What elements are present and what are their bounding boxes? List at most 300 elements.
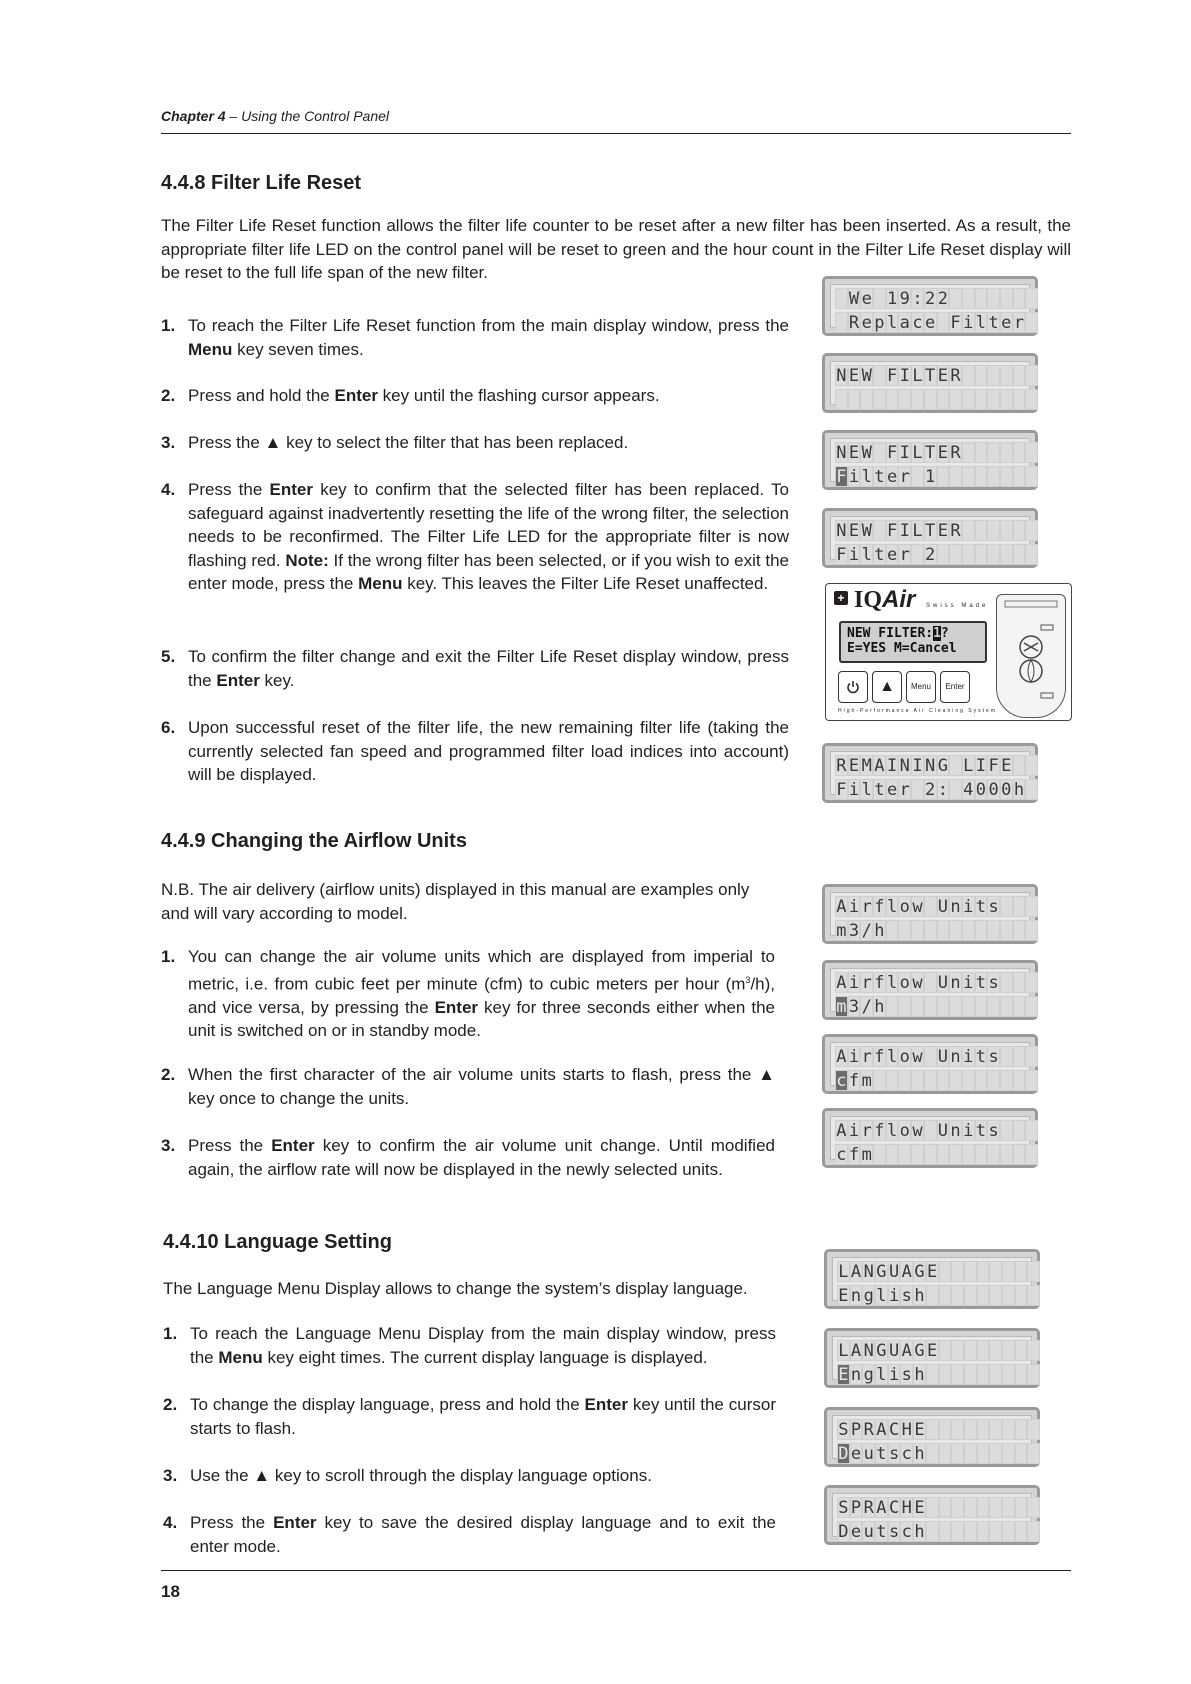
lcd-cell bbox=[987, 996, 1000, 1017]
lcd-cell bbox=[1025, 312, 1038, 333]
lcd-cell: M bbox=[861, 756, 872, 776]
lcd-cell bbox=[939, 1419, 952, 1440]
lcd-cell bbox=[1000, 389, 1013, 410]
lcd-cell: o bbox=[899, 1047, 910, 1067]
lcd-cell bbox=[937, 389, 950, 410]
lcd-cell: r bbox=[861, 1047, 872, 1067]
lcd-cell: h bbox=[874, 921, 885, 941]
lcd-cell bbox=[924, 920, 937, 941]
lcd-row bbox=[835, 996, 1038, 1018]
lcd-cell bbox=[1015, 1443, 1028, 1464]
lcd-cell bbox=[987, 365, 1000, 386]
lcd-cell: i bbox=[963, 897, 974, 917]
lcd-cell: I bbox=[899, 366, 910, 386]
lcd-cell bbox=[949, 466, 962, 487]
lcd-cell: r bbox=[1013, 313, 1025, 333]
lcd-row bbox=[835, 544, 1038, 566]
lcd-cell bbox=[898, 389, 911, 410]
lcd-cell: t bbox=[874, 467, 885, 487]
lcd-cell bbox=[989, 1497, 1002, 1518]
step-text: You can change the air volume units which are displayed from imperial to metric, i.e. from cubic feet per minute (cfm) to cubic meters per hour $(m^3/h)$, and vice versa, by pressing the Enter key for three seconds either when the unit is switched on or in standby mode. bbox=[188, 947, 775, 1041]
lcd-cell bbox=[951, 1261, 964, 1282]
lcd-cell: L bbox=[912, 366, 923, 386]
lcd-cell: U bbox=[888, 1262, 900, 1282]
lcd-display bbox=[824, 1407, 1040, 1467]
lcd-cell: F bbox=[836, 780, 847, 800]
lcd-cell bbox=[911, 920, 924, 941]
lcd-cell bbox=[951, 1419, 964, 1440]
lcd-cell bbox=[835, 312, 848, 333]
lcd-display bbox=[822, 430, 1038, 490]
lcd-cell: F bbox=[886, 443, 898, 463]
lcd-cell bbox=[886, 996, 899, 1017]
lcd-cell: A bbox=[836, 1047, 847, 1067]
lcd-cell bbox=[835, 288, 848, 309]
lcd-cell: U bbox=[937, 973, 948, 993]
lcd-cell bbox=[1025, 972, 1038, 993]
lcd-row bbox=[835, 972, 1038, 994]
lcd-cell bbox=[860, 389, 873, 410]
lcd-cell: R bbox=[950, 521, 961, 541]
lcd-display bbox=[822, 1108, 1038, 1168]
lcd-cell: o bbox=[899, 1121, 910, 1141]
step-number: 4. bbox=[161, 480, 176, 499]
lcd-cell: e bbox=[850, 1522, 862, 1542]
lcd-row bbox=[837, 1340, 1040, 1362]
lcd-cell bbox=[1002, 1443, 1015, 1464]
lcd-cell: e bbox=[886, 780, 898, 800]
lcd-cell: R bbox=[863, 1498, 874, 1518]
lcd-cell bbox=[1025, 1144, 1038, 1165]
lcd-cell: r bbox=[899, 545, 910, 565]
lcd-cell bbox=[1002, 1521, 1015, 1542]
lcd-cell: S bbox=[838, 1420, 849, 1440]
control-panel-illustration bbox=[825, 583, 1072, 721]
lcd-cell: G bbox=[914, 1341, 925, 1361]
lcd-cell: L bbox=[963, 756, 974, 776]
lcd-cell: 2 bbox=[925, 780, 936, 800]
lcd-cell: l bbox=[886, 313, 898, 333]
lcd-cell: 2 bbox=[937, 289, 948, 309]
step-number: 1. bbox=[163, 1324, 178, 1343]
lcd-cell: I bbox=[899, 521, 910, 541]
lcd-cell: 0 bbox=[975, 780, 987, 800]
lcd-cell bbox=[949, 920, 962, 941]
lcd-cell: m bbox=[861, 1145, 872, 1165]
lcd-cell: F bbox=[836, 467, 847, 487]
lcd-cell bbox=[848, 389, 861, 410]
lcd-row bbox=[837, 1521, 1040, 1543]
lcd-cell: A bbox=[836, 897, 847, 917]
device-screen-line-2: E=YES M=Cancel bbox=[847, 641, 957, 656]
lcd-cell bbox=[962, 288, 975, 309]
lcd-cell bbox=[951, 1340, 964, 1361]
lcd-cell bbox=[1015, 1261, 1028, 1282]
lcd-cell: h bbox=[914, 1522, 925, 1542]
lcd-cell bbox=[975, 996, 988, 1017]
lcd-screen bbox=[830, 1042, 1030, 1091]
lcd-cell bbox=[924, 1070, 937, 1091]
lcd-cell bbox=[937, 1070, 950, 1091]
lcd-cell bbox=[951, 1285, 964, 1306]
lcd-cell: E bbox=[838, 1365, 849, 1385]
lcd-cell bbox=[1000, 1046, 1013, 1067]
lcd-cell: w bbox=[912, 897, 923, 917]
step-text: Upon successful reset of the filter life, the new remaining filter life (taking the currently selected fan speed and programmed filter load indices into account) will be displayed. bbox=[188, 718, 789, 784]
lcd-cell bbox=[1015, 1497, 1028, 1518]
lcd-cell: t bbox=[975, 1047, 987, 1067]
lcd-cell bbox=[1013, 520, 1026, 541]
lcd-cell: n bbox=[950, 1121, 961, 1141]
lcd-cell bbox=[937, 1144, 950, 1165]
lcd-row bbox=[837, 1443, 1040, 1465]
lcd-row bbox=[835, 896, 1038, 918]
lcd-row bbox=[835, 779, 1038, 801]
lcd-cell: G bbox=[876, 1341, 887, 1361]
step-text: To reach the Language Menu Display from the main display window, press the Menu key eight times. The current display language is displayed. bbox=[190, 1324, 776, 1367]
lcd-cell bbox=[1000, 1120, 1013, 1141]
lcd-cell bbox=[1013, 972, 1026, 993]
lcd-cell bbox=[989, 1443, 1002, 1464]
power-button[interactable] bbox=[838, 671, 868, 703]
lcd-cell: L bbox=[838, 1262, 849, 1282]
lcd-cell: i bbox=[848, 545, 860, 565]
lcd-cell: P bbox=[850, 1420, 862, 1440]
lcd-cell bbox=[975, 1070, 988, 1091]
lcd-cell bbox=[937, 466, 950, 487]
lcd-cell: R bbox=[863, 1420, 874, 1440]
lcd-cell: n bbox=[850, 1365, 862, 1385]
lcd-cell bbox=[1025, 544, 1038, 565]
lcd-cell: I bbox=[899, 443, 910, 463]
lcd-cell: r bbox=[861, 897, 872, 917]
lcd-cell bbox=[926, 1419, 939, 1440]
lcd-cell: l bbox=[876, 1365, 887, 1385]
lcd-cell bbox=[1002, 1497, 1015, 1518]
lcd-screen bbox=[830, 751, 1030, 800]
lcd-cell: t bbox=[975, 897, 987, 917]
lcd-cell bbox=[989, 1261, 1002, 1282]
lcd-cell: i bbox=[848, 467, 860, 487]
lcd-cell: A bbox=[850, 1341, 862, 1361]
lcd-cell bbox=[1002, 1261, 1015, 1282]
lcd-cell: s bbox=[988, 973, 999, 993]
lcd-screen bbox=[830, 968, 1030, 1017]
lcd-cell bbox=[987, 544, 1000, 565]
lcd-cell bbox=[989, 1340, 1002, 1361]
lcd-cell: F bbox=[886, 366, 898, 386]
lcd-cell: f bbox=[874, 897, 885, 917]
lcd-cell bbox=[962, 1144, 975, 1165]
lcd-cell: C bbox=[888, 1498, 900, 1518]
lcd-cell: h bbox=[914, 1286, 925, 1306]
lcd-cell: A bbox=[874, 756, 885, 776]
lcd-cell: F bbox=[988, 756, 999, 776]
lcd-cell bbox=[1027, 1285, 1040, 1306]
lcd-cell: n bbox=[950, 973, 961, 993]
lcd-cell: G bbox=[914, 1262, 925, 1282]
lcd-cell bbox=[911, 779, 924, 800]
lcd-cell: E bbox=[848, 756, 860, 776]
lcd-row bbox=[835, 1144, 1038, 1166]
lcd-cell: e bbox=[861, 289, 872, 309]
lcd-cell: A bbox=[876, 1498, 887, 1518]
step-text: To change the display language, press and hold the Enter key until the cursor starts to flash. bbox=[190, 1395, 776, 1438]
lcd-cell bbox=[1025, 1120, 1038, 1141]
section-heading-4-4-9: 4.4.9 Changing the Airflow Units bbox=[161, 830, 467, 852]
lcd-cell bbox=[873, 365, 886, 386]
lcd-cell bbox=[1013, 288, 1026, 309]
lcd-cell bbox=[949, 755, 962, 776]
lcd-cell bbox=[1025, 288, 1038, 309]
lcd-cell bbox=[975, 365, 988, 386]
lcd-screen bbox=[832, 1415, 1032, 1464]
lcd-row bbox=[835, 1070, 1038, 1092]
lcd-cell: / bbox=[861, 921, 872, 941]
lcd-row bbox=[835, 755, 1038, 777]
lcd-cell: N bbox=[899, 756, 910, 776]
lcd-row bbox=[835, 365, 1038, 387]
lcd-cell bbox=[1025, 466, 1038, 487]
lcd-cell: D bbox=[838, 1444, 849, 1464]
step-text: Press the Enter key to confirm that the selected filter has been replaced. To safeguard against inadvertently resetting the life of the wrong filter, the selection needs to be reconfirmed. The Filter Life LED for the appropriate filter is now flashing red. Note: If the wrong filter has been selected, or if you wish to exit the enter mode, press the Menu key. This leaves the Filter Life Reset unaffected. bbox=[188, 480, 789, 593]
lcd-cell bbox=[951, 1443, 964, 1464]
lcd-cell bbox=[1015, 1521, 1028, 1542]
swiss-made-label: Swiss Made bbox=[926, 603, 989, 609]
lcd-cell bbox=[962, 520, 975, 541]
lcd-cell bbox=[1025, 365, 1038, 386]
lcd-cell: R bbox=[836, 756, 847, 776]
lcd-cell bbox=[924, 389, 937, 410]
lcd-row bbox=[837, 1497, 1040, 1519]
lcd-cell: / bbox=[861, 997, 872, 1017]
step-number: 3. bbox=[163, 1466, 178, 1485]
step-text: To confirm the filter change and exit the Filter Life Reset display window, press the Enter key. bbox=[188, 647, 789, 690]
lcd-cell bbox=[886, 1144, 899, 1165]
lcd-cell bbox=[1000, 520, 1013, 541]
lcd-cell: c bbox=[836, 1145, 847, 1165]
lcd-cell: R bbox=[950, 366, 961, 386]
step-text: When the first character of the air volume units starts to flash, press the ▲ key once to change the units. bbox=[188, 1065, 775, 1108]
lcd-cell bbox=[1000, 1070, 1013, 1091]
lcd-screen bbox=[830, 361, 1030, 405]
lcd-display bbox=[822, 884, 1038, 944]
lcd-cell: E bbox=[937, 521, 948, 541]
lcd-cell bbox=[924, 996, 937, 1017]
lcd-cell: t bbox=[975, 1121, 987, 1141]
lcd-cell bbox=[962, 365, 975, 386]
lcd-cell bbox=[951, 1364, 964, 1385]
lcd-cell bbox=[924, 972, 937, 993]
chapter-title: – Using the Control Panel bbox=[229, 108, 390, 124]
lcd-cell: w bbox=[912, 1121, 923, 1141]
lcd-cell: N bbox=[863, 1341, 874, 1361]
lcd-cell: l bbox=[861, 545, 872, 565]
lcd-row bbox=[835, 1046, 1038, 1068]
lcd-cell: h bbox=[1013, 780, 1025, 800]
brand-logo: IQAir bbox=[854, 586, 916, 613]
lcd-row bbox=[837, 1285, 1040, 1307]
lcd-cell bbox=[1013, 389, 1026, 410]
lcd-cell bbox=[873, 288, 886, 309]
lcd-cell bbox=[1013, 544, 1026, 565]
lcd-row bbox=[837, 1261, 1040, 1283]
lcd-cell bbox=[951, 1521, 964, 1542]
lcd-cell: h bbox=[914, 1444, 925, 1464]
lcd-cell: n bbox=[850, 1286, 862, 1306]
lcd-row bbox=[835, 920, 1038, 942]
lcd-cell bbox=[873, 1070, 886, 1091]
lcd-cell bbox=[964, 1340, 977, 1361]
lcd-cell bbox=[949, 288, 962, 309]
lcd-cell bbox=[873, 520, 886, 541]
lcd-cell: i bbox=[848, 973, 860, 993]
lcd-cell bbox=[1025, 996, 1038, 1017]
lcd-cell bbox=[1025, 389, 1038, 410]
lcd-cell: R bbox=[848, 313, 860, 333]
lcd-cell: c bbox=[836, 1071, 847, 1091]
lcd-cell bbox=[835, 389, 848, 410]
lcd-cell bbox=[962, 389, 975, 410]
lcd-cell bbox=[911, 1070, 924, 1091]
lcd-cell bbox=[937, 312, 950, 333]
lcd-cell bbox=[987, 466, 1000, 487]
lcd-cell: f bbox=[848, 1145, 860, 1165]
lcd-cell: g bbox=[863, 1286, 874, 1306]
lcd-cell: r bbox=[899, 467, 910, 487]
lcd-cell bbox=[964, 1364, 977, 1385]
lcd-cell: G bbox=[937, 756, 948, 776]
lcd-cell bbox=[1027, 1497, 1040, 1518]
lcd-cell: f bbox=[874, 973, 885, 993]
lcd-cell: 3 bbox=[848, 921, 860, 941]
enter-button[interactable]: Enter bbox=[940, 671, 970, 703]
lcd-cell: E bbox=[927, 1341, 938, 1361]
lcd-cell: e bbox=[1001, 313, 1012, 333]
device-screen-text-1: NEW FILTER: bbox=[847, 626, 934, 641]
lcd-cell bbox=[987, 1144, 1000, 1165]
remote-control bbox=[996, 594, 1066, 718]
lcd-row bbox=[835, 520, 1038, 542]
lcd-cell: 2 bbox=[925, 545, 936, 565]
lcd-cell: : bbox=[937, 780, 948, 800]
lcd-cell bbox=[1000, 896, 1013, 917]
lcd-cell bbox=[1027, 1261, 1040, 1282]
lcd-cell: f bbox=[874, 1121, 885, 1141]
lcd-cell bbox=[1025, 1046, 1038, 1067]
lcd-cell bbox=[962, 466, 975, 487]
lcd-screen bbox=[832, 1493, 1032, 1542]
lcd-cell: s bbox=[988, 897, 999, 917]
lcd-cell bbox=[977, 1443, 990, 1464]
lcd-cell: t bbox=[988, 313, 999, 333]
lcd-row bbox=[835, 312, 1038, 334]
lcd-cell bbox=[1000, 996, 1013, 1017]
lcd-cell bbox=[975, 442, 988, 463]
lcd-cell bbox=[924, 1120, 937, 1141]
lcd-cell bbox=[886, 1070, 899, 1091]
lcd-cell bbox=[977, 1521, 990, 1542]
lcd-cell bbox=[1013, 996, 1026, 1017]
lcd-cell: c bbox=[912, 313, 923, 333]
lcd-cell bbox=[1027, 1419, 1040, 1440]
lcd-cell: s bbox=[901, 1286, 912, 1306]
lcd-cell bbox=[939, 1340, 952, 1361]
step-text: Press the ▲ key to select the filter that has been replaced. bbox=[188, 433, 629, 452]
lcd-cell bbox=[964, 1285, 977, 1306]
lcd-cell bbox=[962, 442, 975, 463]
lcd-cell bbox=[1025, 520, 1038, 541]
lcd-cell bbox=[939, 1521, 952, 1542]
lcd-cell bbox=[937, 920, 950, 941]
lcd-cell bbox=[1027, 1521, 1040, 1542]
lcd-cell: F bbox=[886, 521, 898, 541]
lcd-cell bbox=[1013, 896, 1026, 917]
lcd-cell: c bbox=[901, 1522, 912, 1542]
lcd-cell bbox=[964, 1497, 977, 1518]
lcd-cell bbox=[1000, 1144, 1013, 1165]
lcd-cell: A bbox=[836, 1121, 847, 1141]
lcd-cell: m bbox=[836, 997, 847, 1017]
lcd-cell bbox=[1000, 466, 1013, 487]
step-text: Press the Enter key to save the desired display language and to exit the enter mode. bbox=[190, 1513, 776, 1556]
lcd-cell: N bbox=[836, 443, 847, 463]
lcd-cell bbox=[1013, 466, 1026, 487]
lcd-cell: E bbox=[848, 366, 860, 386]
step-text: To reach the Filter Life Reset function from the main display window, press the Menu key seven times. bbox=[188, 316, 789, 359]
lcd-cell bbox=[924, 896, 937, 917]
lcd-cell bbox=[939, 1497, 952, 1518]
lcd-display bbox=[822, 276, 1038, 336]
lcd-cell bbox=[926, 1443, 939, 1464]
lcd-cell bbox=[924, 1046, 937, 1067]
lcd-cell bbox=[951, 1497, 964, 1518]
step-number: 1. bbox=[161, 947, 176, 966]
lcd-cell bbox=[1000, 288, 1013, 309]
lcd-cell: T bbox=[925, 366, 936, 386]
lcd-cell bbox=[989, 1285, 1002, 1306]
lcd-cell: U bbox=[937, 1047, 948, 1067]
lcd-cell: l bbox=[886, 1121, 898, 1141]
device-screen-question: ? bbox=[940, 626, 949, 641]
lcd-row bbox=[835, 442, 1038, 464]
lcd-cell bbox=[926, 1285, 939, 1306]
lcd-cell: s bbox=[988, 1121, 999, 1141]
step-number: 2. bbox=[161, 386, 176, 405]
lcd-cell bbox=[977, 1261, 990, 1282]
lcd-cell: E bbox=[914, 1420, 925, 1440]
lcd-cell: I bbox=[912, 756, 923, 776]
lcd-cell bbox=[975, 1144, 988, 1165]
device-screen-line-1 bbox=[847, 627, 949, 641]
lcd-cell: H bbox=[901, 1420, 912, 1440]
lcd-cell bbox=[911, 389, 924, 410]
step-text: Press and hold the Enter key until the flashing cursor appears. bbox=[188, 386, 660, 405]
lcd-cell bbox=[873, 1144, 886, 1165]
lcd-cell: i bbox=[963, 1047, 974, 1067]
step-number: 3. bbox=[161, 1136, 176, 1155]
lcd-cell: i bbox=[848, 1121, 860, 1141]
lcd-cell bbox=[949, 996, 962, 1017]
menu-button[interactable]: Menu bbox=[906, 671, 936, 703]
lcd-cell: u bbox=[863, 1522, 874, 1542]
lcd-cell bbox=[1002, 1419, 1015, 1440]
lcd-cell: P bbox=[850, 1498, 862, 1518]
lcd-display bbox=[822, 353, 1038, 413]
up-button[interactable]: ▲ bbox=[872, 671, 902, 703]
step-text: Press the Enter key to confirm the air volume unit change. Until modified again, the airflow rate will now be displayed in the newly selected units. bbox=[188, 1136, 775, 1179]
section-intro-4-4-9: N.B. The air delivery (airflow units) displayed in this manual are examples only and will vary according to model. bbox=[161, 880, 750, 923]
